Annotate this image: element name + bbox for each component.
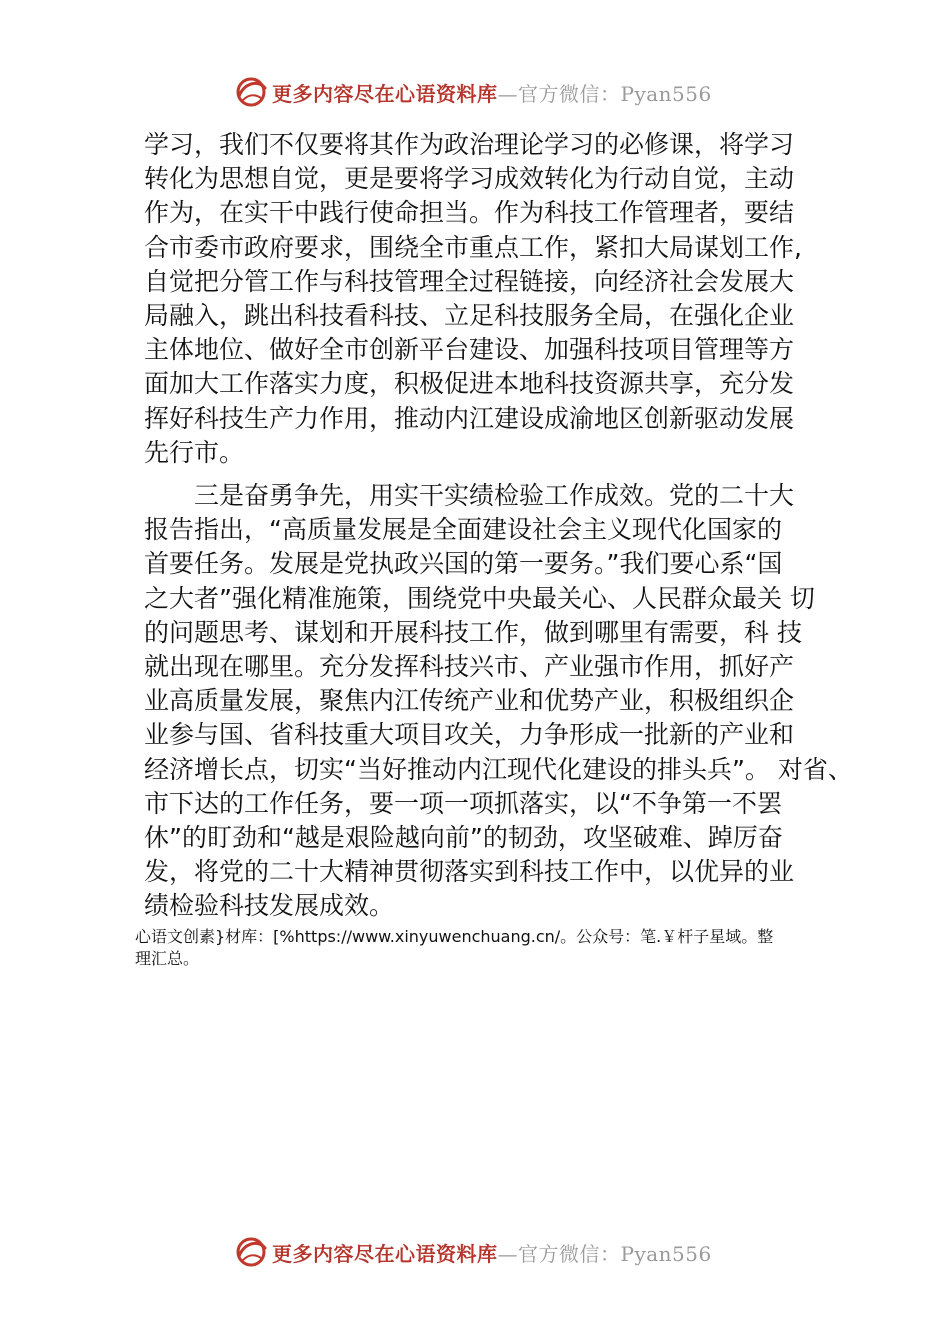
- paragraph-line: 面加大工作落实力度，积极促进本地科技资源共享，充分发: [144, 369, 795, 399]
- paragraph-line: 先行市。: [144, 437, 245, 467]
- banner-text-red: 更多内容尽在心语资料库: [272, 82, 498, 106]
- banner-text-red: 更多内容尽在心语资料库: [272, 1242, 498, 1266]
- paragraph-line: 作为，在实干中践行使命担当。作为科技工作管理者，要结: [144, 198, 795, 228]
- paragraph-line: 自觉把分管工作与科技管理全过程链接，向经济社会发展大: [144, 266, 795, 296]
- brush-logo-icon: [233, 1234, 269, 1270]
- paragraph-line: 绩检验科技发展成效。: [144, 891, 395, 921]
- paragraph-line: 挥好科技生产力作用，推动内江建设成渝地区创新驱动发展: [144, 403, 795, 433]
- brush-logo-icon: [233, 74, 269, 110]
- paragraph-line: 经济增长点，切实“当好推动内江现代化建设的排头兵”。 对省、: [144, 754, 853, 784]
- paragraph-line: 就出现在哪里。充分发挥科技兴市、产业强市作用，抓好产: [144, 651, 795, 681]
- paragraph-line: 市下达的工作任务，要一项一项抓落实，以“不争第一不罢: [144, 788, 782, 818]
- footer-banner: [0, 1232, 950, 1272]
- paragraph-line: 首要任务。发展是党执政兴国的第一要务。”我们要心系“国: [144, 549, 783, 579]
- header-banner: [0, 72, 950, 112]
- paragraph-1: [144, 128, 824, 470]
- paragraph-line: 发，将党的二十大精神贯彻落实到科技工作中，以优异的业: [144, 857, 795, 887]
- paragraph-line: 三是奋勇争先，用实干实绩检验工作成效。党的二十大: [144, 481, 795, 510]
- paragraph-line: 局融入，跳出科技看科技、立足科技服务全局，在强化企业: [144, 300, 795, 330]
- banner-text: [272, 78, 712, 107]
- paragraph-line: 业参与国、省科技重大项目攻关，力争形成一批新的产业和: [144, 720, 795, 750]
- paragraph-line: 业高质量发展，聚焦内江传统产业和优势产业，积极组织企: [144, 686, 795, 716]
- source-note-line: 心语文创素}材库：[%https://www.xinyuwenchuang.cn/。公众号：笔.￥杆子星域。整: [135, 927, 774, 946]
- paragraph-line: 之大者”强化精准施策，围绕党中央最关心、人民群众最关 切: [144, 583, 815, 613]
- source-note-line: 理汇总。: [135, 949, 200, 968]
- source-note: [135, 926, 835, 970]
- paragraph-line: 报告指出，“高质量发展是全面建设社会主义现代化国家的: [144, 515, 782, 545]
- paragraph-line: 转化为思想自觉，更是要将学习成效转化为行动自觉，主动: [144, 164, 795, 194]
- paragraph-line: 合市委市政府要求，围绕全市重点工作，紧扣大局谋划工作,: [144, 232, 802, 262]
- paragraph-line: 的问题思考、谋划和开展科技工作，做到哪里有需要，科 技: [144, 617, 802, 647]
- banner-text-gray: —官方微信：Pyan556: [497, 1242, 712, 1266]
- banner-text: [272, 1238, 712, 1267]
- paragraph-line: 主体地位、做好全市创新平台建设、加强科技项目管理等方: [144, 335, 795, 365]
- paragraph-line: 休”的盯劲和“越是艰险越向前”的韧劲，攻坚破难、踔厉奋: [144, 822, 783, 852]
- paragraph-2: [144, 479, 853, 923]
- paragraph-line: 学习，我们不仅要将其作为政治理论学习的必修课，将学习: [144, 130, 795, 159]
- banner-text-gray: —官方微信：Pyan556: [497, 82, 712, 106]
